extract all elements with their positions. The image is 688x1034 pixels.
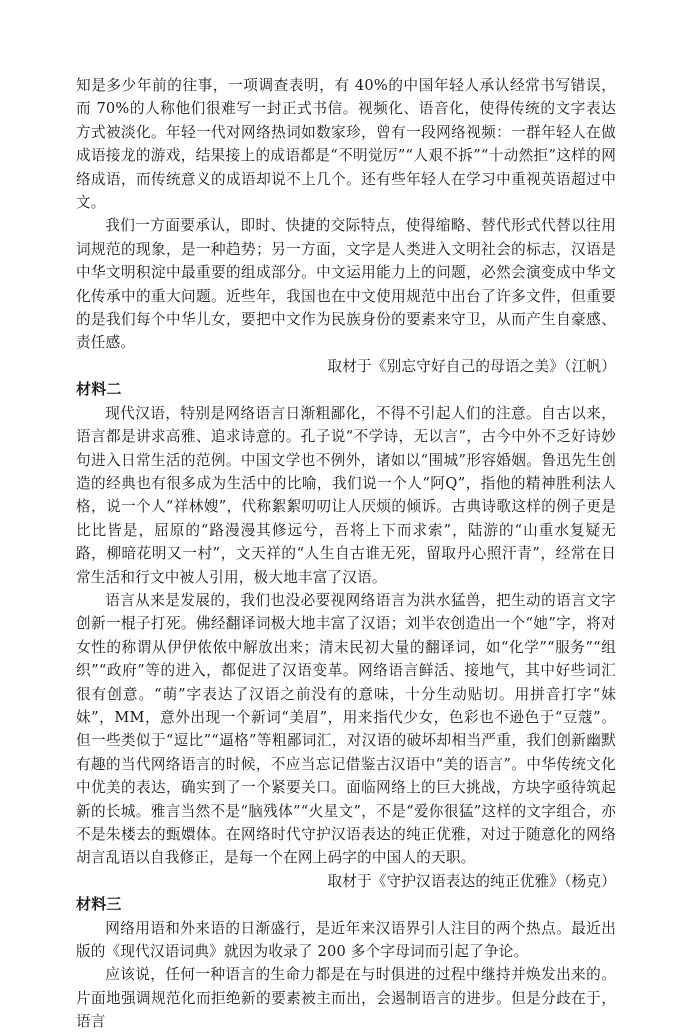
material2-attribution: 取材于《守护汉语表达的纯正优雅》（杨克） [327,872,616,890]
material1-paragraph-1: 知是多少年前的往事，一项调查表明，有 40%的中国年轻人承认经常书写错误，而 70%的人称他们很难写一封正式书信。视频化、语音化，使得传统的文字表达方式被淡化。年轻一代对网络热词如数家珍，曾有一段网络视频：一群年轻人在做成语接龙的游戏，结果接上的成语都是“不明觉厉”“人艰不拆”“十动然拒”这样的网络成语，而传统意义的成语却说不上几个。还有些年轻人在学习中重视英语超过中文。 [76,77,616,212]
material2-paragraph-1: 现代汉语，特别是网络语言日渐粗鄙化，不得不引起人们的注意。自古以来，语言都是讲求高雅、追求诗意的。孔子说“不学诗，无以言”，古今中外不乏好诗妙句进入日常生活的范例。中国文学也不例外，诸如以“围城”形容婚姻。鲁迅先生创造的经典也有很多成为生活中的比喻，我们说一个人“阿Q”，指他的精神胜利法人格，说一个人“祥林嫂”，代称絮絮叨叨让人厌烦的倾诉。古典诗歌这样的例子更是比比皆是，屈原的“路漫漫其修远兮，吾将上下而求索”，陆游的“山重水复疑无路，柳暗花明又一村”，文天祥的“人生自古谁无死，留取丹心照汗青”，经常在日常生活和行文中被人引用，极大地丰富了汉语。 [76,404,616,586]
material2-paragraph-2: 语言从来是发展的，我们也没必要视网络语言为洪水猛兽，把生动的语言文字创新一棍子打死。佛经翻译词极大地丰富了汉语；刘半农创造出一个“她”字，将对女性的称谓从伊伊侬侬中解放出来；清末民初大量的翻译词，如“化学”“服务”“组织”“政府”等的进入，都促进了汉语变革。网络语言鲜活、接地气，其中好些词汇很有创意。“萌”字表达了汉语之前没有的意味，十分生动贴切。用拼音打字“妹妹”，MM，意外出现一个新词“美眉”，用来指代少女，色彩也不逊色于“豆蔻”。但一些类似于“逗比”“逼格”等粗鄙词汇，对汉语的破坏却相当严重，我们创新幽默有趣的当代网络语言的时候，不应当忘记借鉴古汉语中“美的语言”。中华传统文化中优美的表达，确实到了一个紧要关口。面临网络上的巨大挑战，方块字亟待筑起新的长城。雅言当然不是“脑残体”“火星文”，不是“爱你很猛”这样的文字组合，亦不是朱楼去的甄嬛体。在网络时代守护汉语表达的纯正优雅，对过于随意化的网络胡言乱语以自我修正，是每一个在网上码字的中国人的天职。 [76,591,616,867]
material3-heading: 材料三 [76,895,122,914]
material2-heading: 材料二 [76,380,122,399]
material3-paragraph-2: 应该说，任何一种语言的生命力都是在与时俱进的过程中继持并焕发出来的。片面地强调规范化而拒绝新的要素被主而出，会遏制语言的进步。但是分歧在于，语言 [76,966,616,1031]
document-body [76,74,616,1034]
material3-paragraph-1: 网络用语和外来语的日渐盛行，是近年来汉语界引人注目的两个热点。最近出版的《现代汉语词典》就因为收录了 200 多个字母词而引起了争论。 [76,919,616,961]
material1-paragraph-2: 我们一方面要承认，即时、快捷的交际特点，使得缩略、替代形式代替以往用词规范的现象，是一种趋势；另一方面，文字是人类进入文明社会的标志，汉语是中华文明积淀中最重要的组成部分。中文运用能力上的问题，必然会演变成中华文化传承中的重大问题。近些年，我国也在中文使用规范中出台了许多文件，但重要的是我们每个中华儿女，要把中文作为民族身份的要素来守卫，从而产生自豪感、责任感。 [76,217,616,352]
material1-attribution: 取材于《别忘守好自己的母语之美》（江帆） [327,357,616,375]
